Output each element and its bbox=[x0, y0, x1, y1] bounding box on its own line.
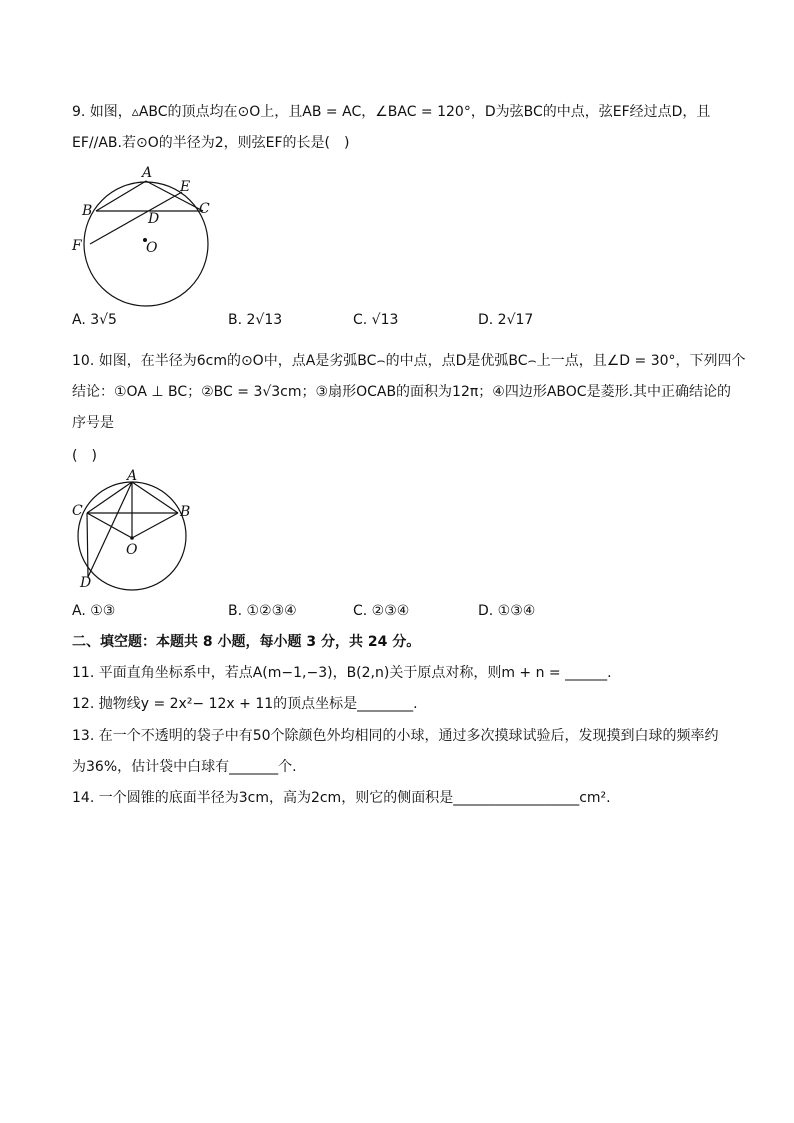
q9-text-line2: EF//AB.若⊙O的半径为2，则弦EF的长是( ) bbox=[72, 135, 350, 151]
q10-text-line2: 结论：①OA ⊥ BC；②BC = 3√3cm；③扇形OCAB的面积为12π；④四边形ABOC是菱形.其中正确结论的 bbox=[72, 384, 732, 400]
q10-label-a: A bbox=[127, 468, 138, 484]
q14-text: 14. 一个圆锥的底面半径为3cm，高为2cm，则它的侧面积是__________________cm². bbox=[72, 790, 611, 806]
q9-option-d: D. 2√17 bbox=[478, 312, 534, 328]
q9-label-b: B bbox=[82, 203, 93, 219]
q9-label-c: C bbox=[199, 201, 210, 217]
q9-label-e: E bbox=[180, 179, 191, 195]
q13-text-line1: 13. 在一个不透明的袋子中有50个除颜色外均相同的小球，通过多次摸球试验后，发现摸到白球的频率约 bbox=[72, 728, 719, 744]
q10-text-line4: ( ) bbox=[72, 448, 97, 464]
q11-text: 11. 平面直角坐标系中，若点A(m−1,−3)，B(2,n)关于原点对称，则m + n = ______. bbox=[72, 665, 612, 681]
q10-label-d: D bbox=[80, 575, 92, 591]
q10-label-b: B bbox=[180, 504, 191, 520]
q10-figure bbox=[68, 468, 198, 594]
q9-figure bbox=[68, 164, 218, 314]
q9-label-d: D bbox=[148, 211, 160, 227]
q9-option-c: C. √13 bbox=[353, 312, 399, 328]
q10-text-line3: 序号是 bbox=[72, 415, 114, 431]
q10-option-b: B. ①②③④ bbox=[228, 603, 297, 619]
q12-text: 12. 抛物线y = 2x²− 12x + 11的顶点坐标是________. bbox=[72, 696, 418, 712]
section-heading-fill-in: 二、填空题：本题共 8 小题，每小题 3 分，共 24 分。 bbox=[72, 634, 421, 650]
q10-option-d: D. ①③④ bbox=[478, 603, 536, 619]
q9-label-f: F bbox=[72, 238, 82, 254]
q9-option-b: B. 2√13 bbox=[228, 312, 283, 328]
q9-label-o: O bbox=[146, 240, 158, 256]
q9-label-a: A bbox=[142, 165, 153, 181]
q13-text-line2: 为36%，估计袋中白球有_______个. bbox=[72, 759, 297, 775]
q10-label-c: C bbox=[72, 503, 83, 519]
q10-option-a: A. ①③ bbox=[72, 603, 116, 619]
q10-text-line1: 10. 如图，在半径为6cm的⊙O中，点A是劣弧BC⌢的中点，点D是优弧BC⌢上一点，且∠D = 30°，下列四个 bbox=[72, 353, 746, 369]
q9-option-a: A. 3√5 bbox=[72, 312, 117, 328]
q10-label-o: O bbox=[126, 542, 138, 558]
q9-text-line1: 9. 如图，▵ABC的顶点均在⊙O上，且AB = AC，∠BAC = 120°，D为弦BC的中点，弦EF经过点D，且 bbox=[72, 104, 711, 120]
q10-option-c: C. ②③④ bbox=[353, 603, 410, 619]
